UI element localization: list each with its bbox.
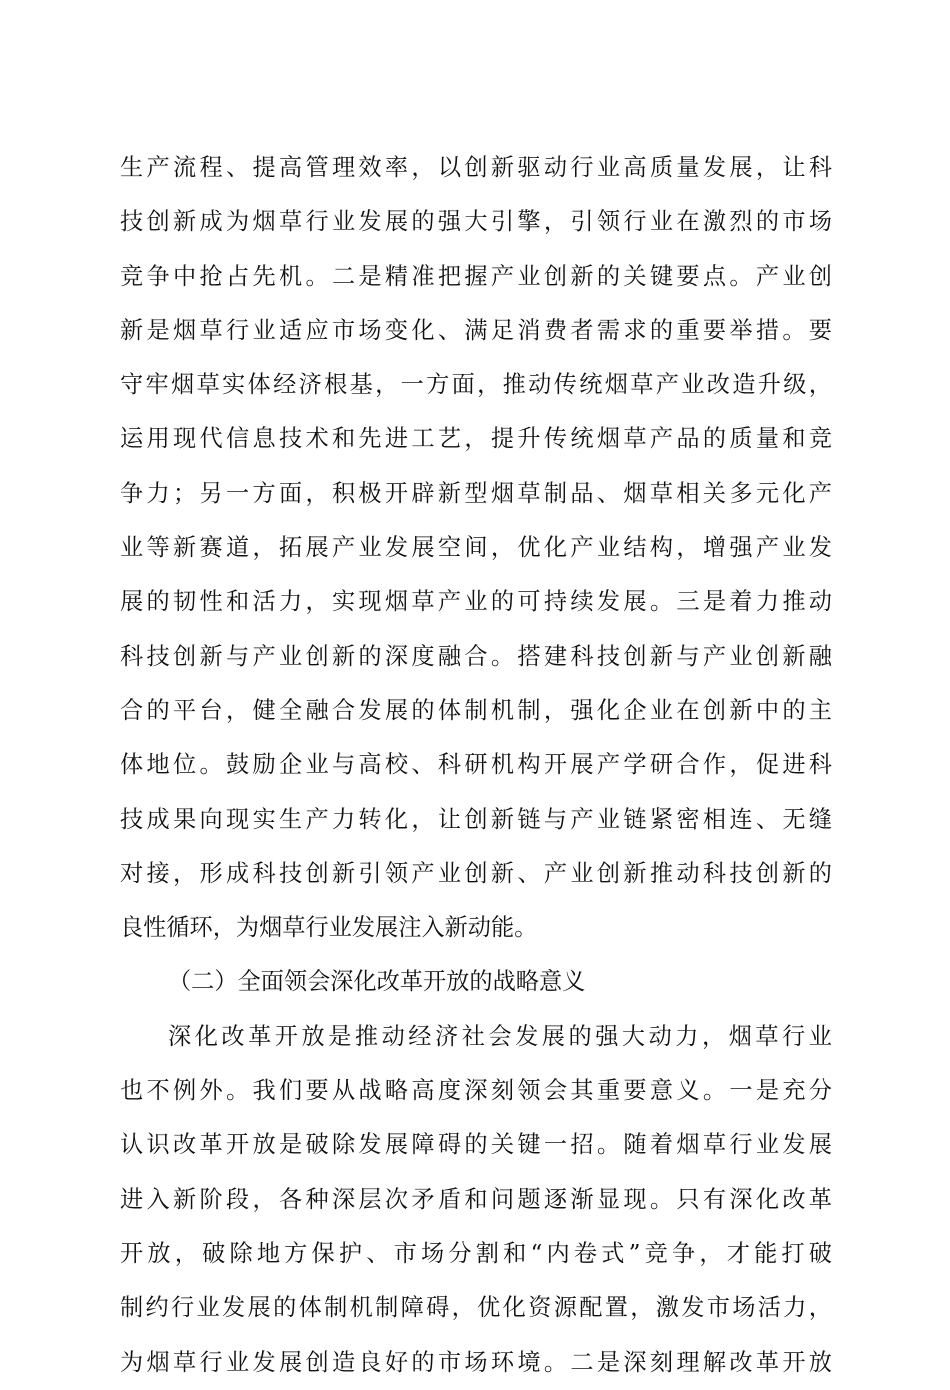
text-line: 技创新成为烟草行业发展的强大引擎，引领行业在激烈的市场: [120, 208, 832, 236]
text-line: 对接，形成科技创新引领产业创新、产业创新推动科技创新的: [120, 859, 832, 887]
section-heading: （二）全面领会深化改革开放的战略意义: [168, 968, 586, 996]
paragraph-reform-opening: [120, 1010, 832, 1390]
text-line: 良性循环，为烟草行业发展注入新动能。: [120, 914, 538, 942]
text-line: 争力；另一方面，积极开辟新型烟草制品、烟草相关多元化产: [120, 479, 832, 507]
text-line: 为烟草行业发展创造良好的市场环境。二是深刻理解改革开放: [120, 1348, 832, 1376]
text-line: 运用现代信息技术和先进工艺，提升传统烟草产品的质量和竞: [120, 425, 832, 453]
text-line: 新是烟草行业适应市场变化、满足消费者需求的重要举措。要: [120, 316, 832, 344]
text-line: 技成果向现实生产力转化，让创新链与产业链紧密相连、无缝: [120, 805, 832, 833]
text-line: 生产流程、提高管理效率，以创新驱动行业高质量发展，让科: [120, 154, 832, 181]
text-line: 业等新赛道，拓展产业发展空间，优化产业结构，增强产业发: [120, 534, 832, 562]
text-line: 制约行业发展的体制机制障碍，优化资源配置，激发市场活力，: [120, 1294, 832, 1322]
paragraph-tech-industry-innovation: [120, 141, 832, 955]
text-line: 认识改革开放是破除发展障碍的关键一招。随着烟草行业发展: [120, 1131, 832, 1159]
text-line: 深化改革开放是推动经济社会发展的强大动力，烟草行业: [168, 1022, 832, 1050]
text-line: 体地位。鼓励企业与高校、科研机构开展产学研合作，促进科: [120, 751, 832, 779]
text-line: 进入新阶段，各种深层次矛盾和问题逐渐显现。只有深化改革: [120, 1185, 832, 1213]
text-line: 科技创新与产业创新的深度融合。搭建科技创新与产业创新融: [120, 642, 832, 670]
text-line: 守牢烟草实体经济根基，一方面，推动传统烟草产业改造升级，: [120, 371, 832, 399]
text-line: 合的平台，健全融合发展的体制机制，强化企业在创新中的主: [120, 696, 832, 724]
document-page: [120, 141, 832, 1390]
text-line: 开放，破除地方保护、市场分割和“内卷式”竞争，才能打破: [120, 1239, 832, 1267]
text-line: 竞争中抢占先机。二是精准把握产业创新的关键要点。产业创: [120, 262, 832, 290]
text-line: 展的韧性和活力，实现烟草产业的可持续发展。三是着力推动: [120, 588, 832, 616]
text-line: 也不例外。我们要从战略高度深刻领会其重要意义。一是充分: [120, 1077, 832, 1105]
